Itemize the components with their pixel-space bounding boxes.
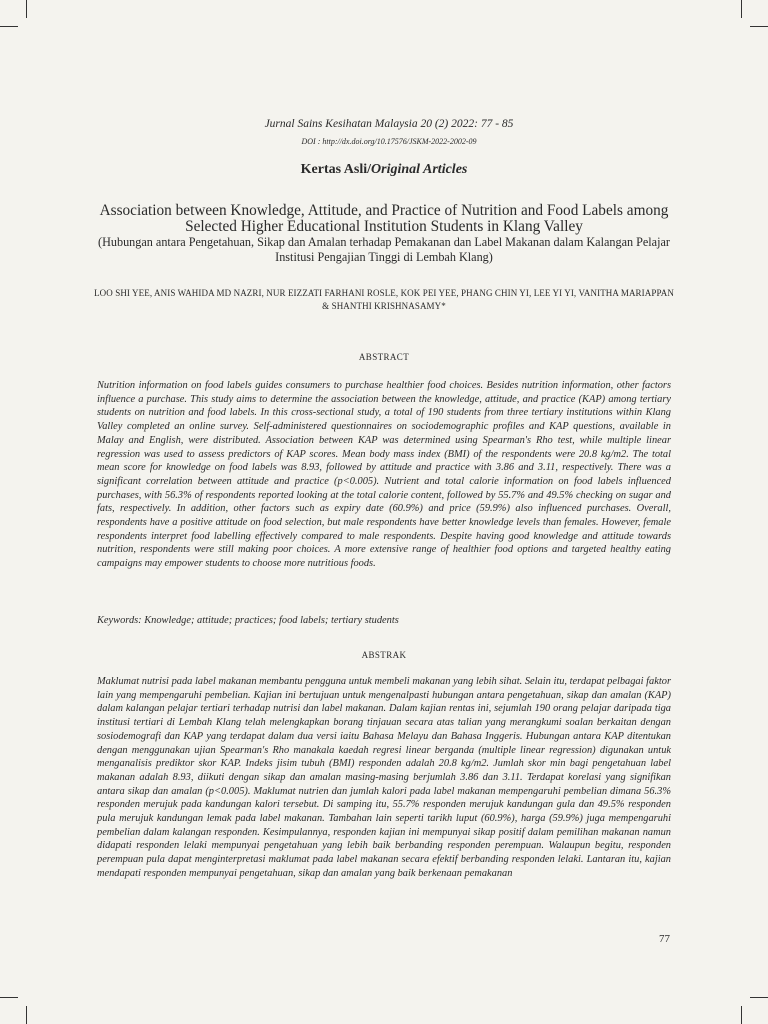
abstrak-body: Maklumat nutrisi pada label makanan membantu pengguna untuk membeli makanan yang lebih sihat. Selain itu, terdapat pelbagai faktor lain yang mempengaruhi pembelian. Kajian ini bertujuan untuk mengenalpasti hubungan antara pengetahuan, sikap dan amalan (KAP) dalam kalangan pelajar tertiari terhadap nutrisi dan label makanan. Dalam kajian rentas ini, sejumlah 190 orang pelajar daripada tiga institusi tertiari di Lembah Klang telah melengkapkan borang tinjauan secara atas talian yang merangkumi soalan berkaitan dengan sosiodemografi dan KAP yang terdapat dalam dua versi iaitu Bahasa Melayu dan Bahasa Inggeris. Hubungan antara KAP ditentukan dengan menggunakan ujian Spearman's Rho manakala kaedah regresi linear berganda (multiple linear regression) digunakan untuk menganalisis prediktor skor KAP. Indeks jisim tubuh (BMI) responden adalah 20.8 kg/m2. Jumlah skor min bagi pengetahuan label makanan adalah 8.93, diikuti dengan sikap dan amalan masing-masing berjumlah 3.86 dan 3.11. Terdapat korelasi yang signifikan antara sikap dan amalan (p<0.005). Maklumat nutrien dan jumlah kalori pada label makanan mempengaruhi pembelian dimana 56.3% responden merujuk pada kandungan kalori tersebut. Di samping itu, 55.7% responden merujuk kandungan gula dan 49.5% responden pula merujuk kandungan lemak pada label makanan. Tambahan lain seperti tarikh luput (60.9%), harga (59.9%) juga mempengaruhi pembelian dalam kalangan responden. Kesimpulannya, responden kajian ini mempunyai sikap positif dalam pemilihan makanan namun didapati responden lelaki mempunyai pengetahuan yang lebih baik berbanding responden perempuan. Walaupun begitu, responden perempuan pula dapat menginterpretasi maklumat pada label makanan secara efektif berbanding responden lelaki. Lantaran itu, kajian mendapati responden mempunyai pengetahuan, sikap dan amalan yang baik berkenaan pemakanan	[97, 676, 671, 879]
crop-mark-top-left-vertical	[26, 0, 27, 18]
crop-mark-bottom-left-vertical	[26, 1006, 27, 1024]
article-type-malay: Kertas Asli/	[300, 162, 372, 177]
crop-mark-top-right-horizontal	[750, 26, 768, 27]
abstract-heading: ABSTRACT	[358, 352, 410, 362]
keywords: Keywords: Knowledge; attitude; practices; food labels; tertiary students	[97, 615, 399, 626]
abstrak-heading: ABSTRAK	[361, 650, 407, 660]
page-number: 77	[659, 933, 670, 945]
crop-mark-bottom-right-vertical	[741, 1006, 742, 1024]
crop-mark-bottom-left-horizontal	[0, 997, 18, 998]
journal-citation: Jurnal Sains Kesihatan Malaysia 20 (2) 2022: 77 - 85	[264, 118, 514, 130]
paper-subtitle-malay: (Hubungan antara Pengetahuan, Sikap dan Amalan terhadap Pemakanan dan Label Makanan dalam Kalangan Pelajar Institusi Pengajian Tinggi di Lembah Klang)	[98, 235, 670, 264]
crop-mark-bottom-right-horizontal	[750, 997, 768, 998]
author-list: LOO SHI YEE, ANIS WAHIDA MD NAZRI, NUR EIZZATI FARHANI ROSLE, KOK PEI YEE, PHANG CHIN YI, LEE YI YI, VANITHA MARIAPPAN & SHANTHI KRISHNASAMY*	[94, 288, 674, 311]
crop-mark-top-left-horizontal	[0, 26, 18, 27]
article-type-english: Original Articles	[371, 162, 468, 177]
doi-link[interactable]: DOI : http://dx.doi.org/10.17576/JSKM-2022-2002-09	[301, 137, 477, 146]
paper-title: Association between Knowledge, Attitude, and Practice of Nutrition and Food Labels among Selected Higher Educational Institution Students in Klang Valley	[99, 202, 669, 235]
article-type	[0, 162, 768, 178]
crop-mark-top-right-vertical	[741, 0, 742, 18]
abstract-body: Nutrition information on food labels guides consumers to purchase healthier food choices. Besides nutrition information, other factors influence a purchase. This study aims to determine the association between the knowledge, attitude, and practice (KAP) among tertiary students on nutrition and food labels. In this cross-sectional study, a total of 190 students from three tertiary institutions within Klang Valley completed an online survey. Self-administered questionnaires on sociodemographic profiles and KAP questions, available in Malay and English, were distributed. Association between KAP was determined using Spearman's Rho test, while multiple linear regression was used to assess predictors of KAP scores. Mean body mass index (BMI) of the respondents were 20.8 kg/m2. The total mean score for knowledge on food labels was 8.93, followed by attitude and practice with 3.86 and 3.11, respectively. There was a significant correlation between attitude and practice (p<0.005). Nutrient and total calorie information on food labels influenced purchases, with 56.3% of respondents reported looking at the total calorie content, followed by 55.7% and 49.5% checking on sugar and fats, respectively. In addition, other factors such as expiry date (60.9%) and price (59.9%) also influenced purchases. Overall, respondents have a positive attitude on food selection, but male respondents have better knowledge levels than females. However, female respondents interpret food labelling effectively compared to male respondents. Despite having good knowledge and attitude towards nutrition, respondents were still making poor choices. A more extensive range of healthier food options and targeted healthy eating campaigns may empower students to choose more nutritious foods.	[97, 380, 671, 570]
